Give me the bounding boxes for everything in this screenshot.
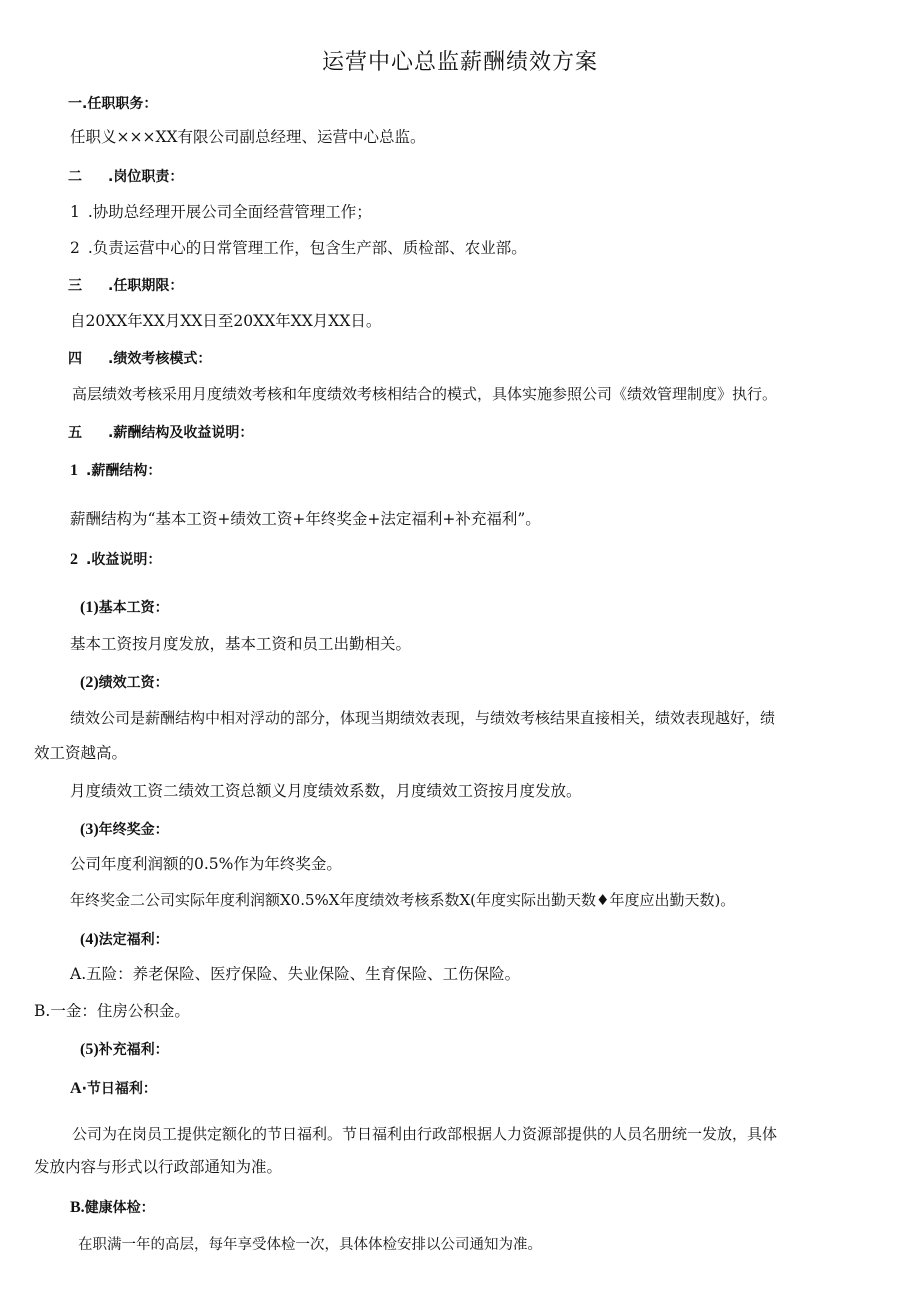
subsection-1-body: 薪酬结构为“基本工资+绩效工资+年终奖金+法定福利+补充福利”。 xyxy=(70,510,541,528)
section-4-body: 高层绩效考核采用月度绩效考核和年度绩效考核相结合的模式，具体实施参照公司《绩效管理制度》执行。 xyxy=(72,385,778,403)
section-2-label: .岗位职责： xyxy=(108,169,184,185)
item-performance-pay-number: (2) xyxy=(80,674,99,691)
item-performance-pay-line: 绩效公司是薪酬结构中相对浮动的部分，体现当期绩效表现，与绩效考核结果直接相关，绩效表现越好，绩 xyxy=(70,709,776,727)
section-1-number: 一 xyxy=(68,96,82,112)
item-basic-salary-body: 基本工资按月度发放，基本工资和员工出勤相关。 xyxy=(70,635,412,653)
item-performance-pay-formula: 月度绩效工资二绩效工资总额义月度绩效系数，月度绩效工资按月度发放。 xyxy=(70,782,582,800)
item-legal-benefits-label: 法定福利： xyxy=(98,932,169,948)
health-check-label: 健康体检： xyxy=(84,1200,155,1216)
subsection-1-number: 1 xyxy=(70,462,78,479)
section-5-number: 五 xyxy=(68,425,82,441)
subsection-2-number: 2 xyxy=(70,551,78,568)
section-4-heading xyxy=(68,352,211,366)
item-year-end-bonus-number: (3) xyxy=(80,821,99,838)
item-performance-pay-line: 效工资越高。 xyxy=(34,744,128,762)
subsection-1-label: .薪酬结构： xyxy=(86,463,162,479)
duty-item-text: .负责运营中心的日常管理工作，包含生产部、质检部、农业部。 xyxy=(87,239,527,257)
item-legal-benefits-number: (4) xyxy=(80,931,99,948)
section-2-number: 二 xyxy=(68,169,82,185)
item-extra-benefits-label: 补充福利： xyxy=(98,1042,169,1058)
document-title: 运营中心总监薪酬绩效方案 xyxy=(321,50,598,75)
item-extra-benefits-heading xyxy=(80,1042,169,1058)
item-performance-pay-label: 绩效工资： xyxy=(98,675,169,691)
duty-item-text: .协助总经理开展公司全面经营管理工作； xyxy=(87,203,372,221)
section-2-heading xyxy=(68,170,183,184)
item-performance-pay-heading xyxy=(80,675,169,691)
subsection-2-label: .收益说明： xyxy=(86,552,162,568)
holiday-benefits-line: 发放内容与形式以行政部通知为准。 xyxy=(34,1158,283,1176)
item-basic-salary-number: (1) xyxy=(80,599,99,616)
section-5-label: .薪酬结构及收益说明： xyxy=(108,425,254,441)
item-extra-benefits-number: (5) xyxy=(80,1041,99,1058)
health-check-body: 在职满一年的高层，每年享受体检一次，具体体检安排以公司通知为准。 xyxy=(78,1237,542,1253)
item-year-end-bonus-line: 公司年度利润额的0.5%作为年终奖金。 xyxy=(70,855,342,873)
item-legal-benefits-heading xyxy=(80,932,169,948)
item-year-end-bonus-formula: 年终奖金二公司实际年度利润额X0.5%X年度绩效考核系数X(年度实际出勤天数♦年度应出勤天数)。 xyxy=(70,891,736,909)
section-1-label: .任职职务： xyxy=(82,96,158,112)
duty-item xyxy=(70,205,372,221)
item-legal-benefits-insurance: A.五险：养老保险、医疗保险、失业保险、生育保险、工伤保险。 xyxy=(70,965,521,983)
holiday-benefits-letter: A xyxy=(70,1080,82,1097)
health-check-heading xyxy=(70,1200,155,1216)
section-3-body: 自20XX年XX月XX日至20XX年XX月XX日。 xyxy=(70,312,382,330)
subsection-2-heading xyxy=(70,552,161,568)
item-year-end-bonus-label: 年终奖金： xyxy=(98,822,169,838)
item-basic-salary-heading xyxy=(80,600,169,616)
section-3-heading xyxy=(68,279,183,293)
section-3-label: .任职期限： xyxy=(108,278,184,294)
section-4-number: 四 xyxy=(68,351,82,367)
duty-item-number: 1 xyxy=(70,203,80,221)
item-legal-benefits-fund: B.一金：住房公积金。 xyxy=(34,1002,190,1020)
subsection-1-heading xyxy=(70,463,161,479)
duty-item xyxy=(70,241,527,257)
section-1-heading xyxy=(68,97,157,111)
duty-item-number: 2 xyxy=(70,239,80,257)
holiday-benefits-label: ·节日福利： xyxy=(81,1081,157,1097)
section-3-number: 三 xyxy=(68,278,82,294)
section-1-body: 任职义×××XX有限公司副总经理、运营中心总监。 xyxy=(70,128,426,146)
holiday-benefits-line: 公司为在岗员工提供定额化的节日福利。节日福利由行政部根据人力资源部提供的人员名册统一发放，具体 xyxy=(72,1125,778,1143)
item-basic-salary-label: 基本工资： xyxy=(98,600,169,616)
holiday-benefits-heading xyxy=(70,1081,157,1097)
health-check-letter: B. xyxy=(70,1199,85,1216)
item-year-end-bonus-heading xyxy=(80,822,169,838)
section-4-label: .绩效考核模式： xyxy=(108,351,212,367)
section-5-heading xyxy=(68,426,253,440)
